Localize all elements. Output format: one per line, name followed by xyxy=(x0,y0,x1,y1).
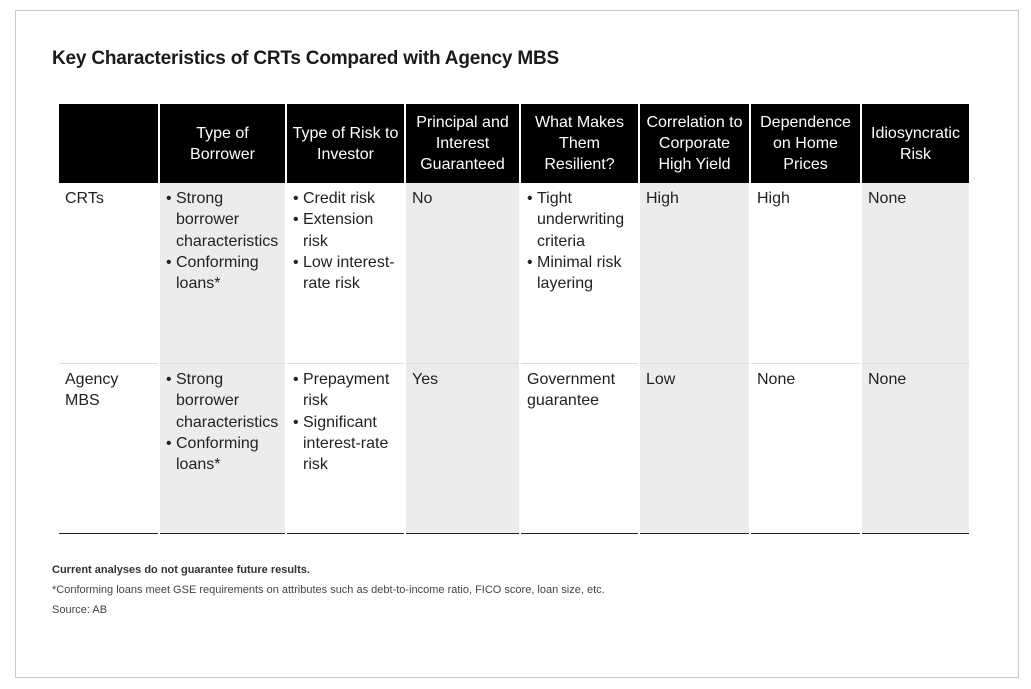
row-label-agency-mbs: Agency MBS xyxy=(59,364,159,534)
page-title: Key Characteristics of CRTs Compared with Agency MBS xyxy=(52,48,559,69)
footnotes xyxy=(52,564,605,616)
list-item: • Conforming loans* xyxy=(166,433,280,476)
cell-idiosyncratic: None xyxy=(861,183,969,364)
cell-borrower xyxy=(159,183,286,364)
list-item: • Credit risk xyxy=(293,188,399,209)
cell-risk xyxy=(286,183,405,364)
list-item: • Minimal risk layering xyxy=(527,252,633,295)
list-item: • Strong borrower characteristics xyxy=(166,188,280,252)
cell-dependence: None xyxy=(750,364,861,534)
conforming-loans-footnote: *Conforming loans meet GSE requirements on attributes such as debt-to-income ratio, FICO score, loan size, etc. xyxy=(52,584,605,596)
cell-correlation: Low xyxy=(639,364,750,534)
comparison-table xyxy=(59,104,969,534)
source-note: Source: AB xyxy=(52,604,108,616)
header-type-of-borrower: Type of Borrower xyxy=(159,104,286,183)
cell-resilient: Government guarantee xyxy=(520,364,639,534)
table-row xyxy=(59,364,969,534)
table-header-row xyxy=(59,104,969,183)
cell-guaranteed: Yes xyxy=(405,364,520,534)
cell-guaranteed: No xyxy=(405,183,520,364)
list-item: • Extension risk xyxy=(293,209,399,252)
header-type-of-risk: Type of Risk to Investor xyxy=(286,104,405,183)
cell-idiosyncratic: None xyxy=(861,364,969,534)
header-dependence-home-prices: Dependence on Home Prices xyxy=(750,104,861,183)
cell-risk xyxy=(286,364,405,534)
row-label-crts: CRTs xyxy=(59,183,159,364)
cell-dependence: High xyxy=(750,183,861,364)
cell-correlation: High xyxy=(639,183,750,364)
header-correlation-high-yield: Correlation to Corporate High Yield xyxy=(639,104,750,183)
list-item: • Tight underwriting criteria xyxy=(527,188,633,252)
table-row xyxy=(59,183,969,364)
header-what-makes-resilient: What Makes Them Resilient? xyxy=(520,104,639,183)
disclaimer-note: Current analyses do not guarantee future results. xyxy=(52,564,310,576)
list-item: • Significant interest-rate risk xyxy=(293,412,399,476)
list-item: • Conforming loans* xyxy=(166,252,280,295)
header-empty xyxy=(59,104,159,183)
list-item: • Low interest-rate risk xyxy=(293,252,399,295)
header-principal-interest-guaranteed: Principal and Interest Guaranteed xyxy=(405,104,520,183)
cell-borrower xyxy=(159,364,286,534)
list-item: • Prepayment risk xyxy=(293,369,399,412)
cell-resilient xyxy=(520,183,639,364)
header-idiosyncratic-risk: Idiosyncratic Risk xyxy=(861,104,969,183)
list-item: • Strong borrower characteristics xyxy=(166,369,280,433)
